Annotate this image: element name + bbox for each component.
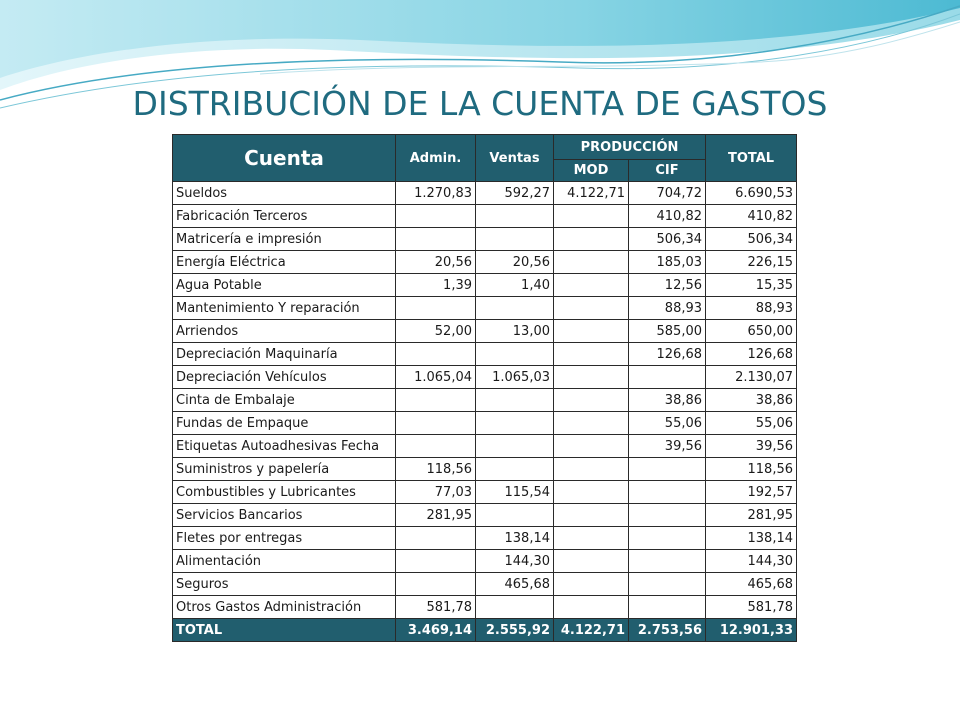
cell-total: 55,06: [706, 412, 797, 435]
cell-mod: [554, 435, 629, 458]
cell-cuenta: Arriendos: [173, 320, 396, 343]
cell-total: 281,95: [706, 504, 797, 527]
cell-admin: [396, 297, 476, 320]
cell-ventas: 13,00: [476, 320, 554, 343]
cell-cuenta: Suministros y papelería: [173, 458, 396, 481]
cell-cif: 12,56: [629, 274, 706, 297]
cell-cif: 410,82: [629, 205, 706, 228]
cell-mod: [554, 458, 629, 481]
table-row: [173, 596, 797, 619]
cell-total: 581,78: [706, 596, 797, 619]
cell-cuenta: Alimentación: [173, 550, 396, 573]
cell-admin: 1,39: [396, 274, 476, 297]
cell-cuenta: Combustibles y Lubricantes: [173, 481, 396, 504]
cell-cif: [629, 527, 706, 550]
totals-row: [173, 619, 797, 642]
cell-ventas: [476, 412, 554, 435]
cell-cuenta: Depreciación Vehículos: [173, 366, 396, 389]
table-row: [173, 320, 797, 343]
header-total: TOTAL: [706, 135, 797, 182]
cell-ventas: [476, 458, 554, 481]
cell-total: 138,14: [706, 527, 797, 550]
cell-cif: [629, 573, 706, 596]
cell-cuenta: Depreciación Maquinaría: [173, 343, 396, 366]
table-row: [173, 550, 797, 573]
cell-cif: 185,03: [629, 251, 706, 274]
cell-total: 38,86: [706, 389, 797, 412]
cell-cuenta: Matricería e impresión: [173, 228, 396, 251]
cell-admin: 1.270,83: [396, 182, 476, 205]
cell-admin: 1.065,04: [396, 366, 476, 389]
cell-cuenta: Etiquetas Autoadhesivas Fecha: [173, 435, 396, 458]
cell-cif: 39,56: [629, 435, 706, 458]
cell-mod: 4.122,71: [554, 182, 629, 205]
cell-total: 39,56: [706, 435, 797, 458]
cell-ventas: [476, 205, 554, 228]
cell-admin: 52,00: [396, 320, 476, 343]
table-row: [173, 481, 797, 504]
cell-ventas: 1,40: [476, 274, 554, 297]
cell-ventas: [476, 435, 554, 458]
cell-total: 88,93: [706, 297, 797, 320]
table-row: [173, 251, 797, 274]
cell-mod: [554, 274, 629, 297]
table-row: [173, 274, 797, 297]
cell-cif: 88,93: [629, 297, 706, 320]
table-row: [173, 366, 797, 389]
cell-ventas: 138,14: [476, 527, 554, 550]
cell-admin: [396, 343, 476, 366]
header-cif: CIF: [629, 160, 706, 182]
cell-total: 118,56: [706, 458, 797, 481]
cell-total: 226,15: [706, 251, 797, 274]
cell-mod: [554, 527, 629, 550]
cell-mod: [554, 389, 629, 412]
cell-cuenta: Energía Eléctrica: [173, 251, 396, 274]
cell-cif: 506,34: [629, 228, 706, 251]
cell-admin: [396, 412, 476, 435]
cell-ventas: [476, 297, 554, 320]
cell-cuenta: Sueldos: [173, 182, 396, 205]
cell-cif: 38,86: [629, 389, 706, 412]
table-row: [173, 343, 797, 366]
cell-total: 144,30: [706, 550, 797, 573]
cell-ventas: [476, 389, 554, 412]
cell-mod: [554, 366, 629, 389]
header-mod: MOD: [554, 160, 629, 182]
cell-admin: [396, 527, 476, 550]
cell-admin: 581,78: [396, 596, 476, 619]
cell-mod: [554, 343, 629, 366]
slide-title: DISTRIBUCIÓN DE LA CUENTA DE GASTOS: [132, 84, 828, 123]
cell-mod: [554, 481, 629, 504]
table-row: [173, 182, 797, 205]
table-row: [173, 205, 797, 228]
cell-mod: [554, 550, 629, 573]
cell-total: 650,00: [706, 320, 797, 343]
expense-distribution-table: [172, 134, 797, 642]
cell-ventas: 592,27: [476, 182, 554, 205]
header-cuenta: Cuenta: [173, 135, 396, 182]
cell-admin: 281,95: [396, 504, 476, 527]
cell-ventas: [476, 343, 554, 366]
cell-ventas: 144,30: [476, 550, 554, 573]
totals-cif: 2.753,56: [629, 619, 706, 642]
cell-cuenta: Otros Gastos Administración: [173, 596, 396, 619]
table-row: [173, 573, 797, 596]
cell-admin: [396, 205, 476, 228]
cell-admin: 20,56: [396, 251, 476, 274]
cell-total: 6.690,53: [706, 182, 797, 205]
cell-mod: [554, 297, 629, 320]
table-row: [173, 228, 797, 251]
totals-admin: 3.469,14: [396, 619, 476, 642]
cell-total: 410,82: [706, 205, 797, 228]
cell-mod: [554, 504, 629, 527]
cell-ventas: 1.065,03: [476, 366, 554, 389]
totals-label: TOTAL: [173, 619, 396, 642]
cell-cif: 585,00: [629, 320, 706, 343]
cell-cif: 704,72: [629, 182, 706, 205]
cell-cuenta: Seguros: [173, 573, 396, 596]
cell-cif: 126,68: [629, 343, 706, 366]
totals-total: 12.901,33: [706, 619, 797, 642]
header-ventas: Ventas: [476, 135, 554, 182]
cell-admin: [396, 228, 476, 251]
table-row: [173, 412, 797, 435]
totals-mod: 4.122,71: [554, 619, 629, 642]
cell-total: 465,68: [706, 573, 797, 596]
cell-cif: [629, 550, 706, 573]
table-row: [173, 458, 797, 481]
cell-admin: 77,03: [396, 481, 476, 504]
cell-cuenta: Cinta de Embalaje: [173, 389, 396, 412]
cell-total: 15,35: [706, 274, 797, 297]
header-admin: Admin.: [396, 135, 476, 182]
table-row: [173, 389, 797, 412]
cell-mod: [554, 596, 629, 619]
cell-cuenta: Agua Potable: [173, 274, 396, 297]
cell-admin: [396, 435, 476, 458]
cell-total: 126,68: [706, 343, 797, 366]
cell-admin: 118,56: [396, 458, 476, 481]
cell-ventas: 465,68: [476, 573, 554, 596]
cell-cuenta: Fletes por entregas: [173, 527, 396, 550]
cell-ventas: 115,54: [476, 481, 554, 504]
table-row: [173, 527, 797, 550]
cell-ventas: [476, 504, 554, 527]
cell-cif: [629, 481, 706, 504]
cell-cif: [629, 366, 706, 389]
cell-cuenta: Servicios Bancarios: [173, 504, 396, 527]
table-row: [173, 297, 797, 320]
cell-mod: [554, 412, 629, 435]
cell-cuenta: Fabricación Terceros: [173, 205, 396, 228]
cell-admin: [396, 573, 476, 596]
cell-mod: [554, 573, 629, 596]
header-produccion: PRODUCCIÓN: [554, 135, 706, 160]
cell-mod: [554, 251, 629, 274]
cell-mod: [554, 228, 629, 251]
cell-cif: [629, 504, 706, 527]
cell-total: 2.130,07: [706, 366, 797, 389]
cell-ventas: [476, 228, 554, 251]
cell-total: 506,34: [706, 228, 797, 251]
cell-mod: [554, 320, 629, 343]
cell-cif: [629, 596, 706, 619]
cell-cif: 55,06: [629, 412, 706, 435]
cell-cuenta: Mantenimiento Y reparación: [173, 297, 396, 320]
table-row: [173, 435, 797, 458]
cell-cuenta: Fundas de Empaque: [173, 412, 396, 435]
cell-admin: [396, 550, 476, 573]
totals-ventas: 2.555,92: [476, 619, 554, 642]
cell-ventas: [476, 596, 554, 619]
cell-cif: [629, 458, 706, 481]
table-row: [173, 504, 797, 527]
cell-total: 192,57: [706, 481, 797, 504]
cell-admin: [396, 389, 476, 412]
cell-ventas: 20,56: [476, 251, 554, 274]
cell-mod: [554, 205, 629, 228]
